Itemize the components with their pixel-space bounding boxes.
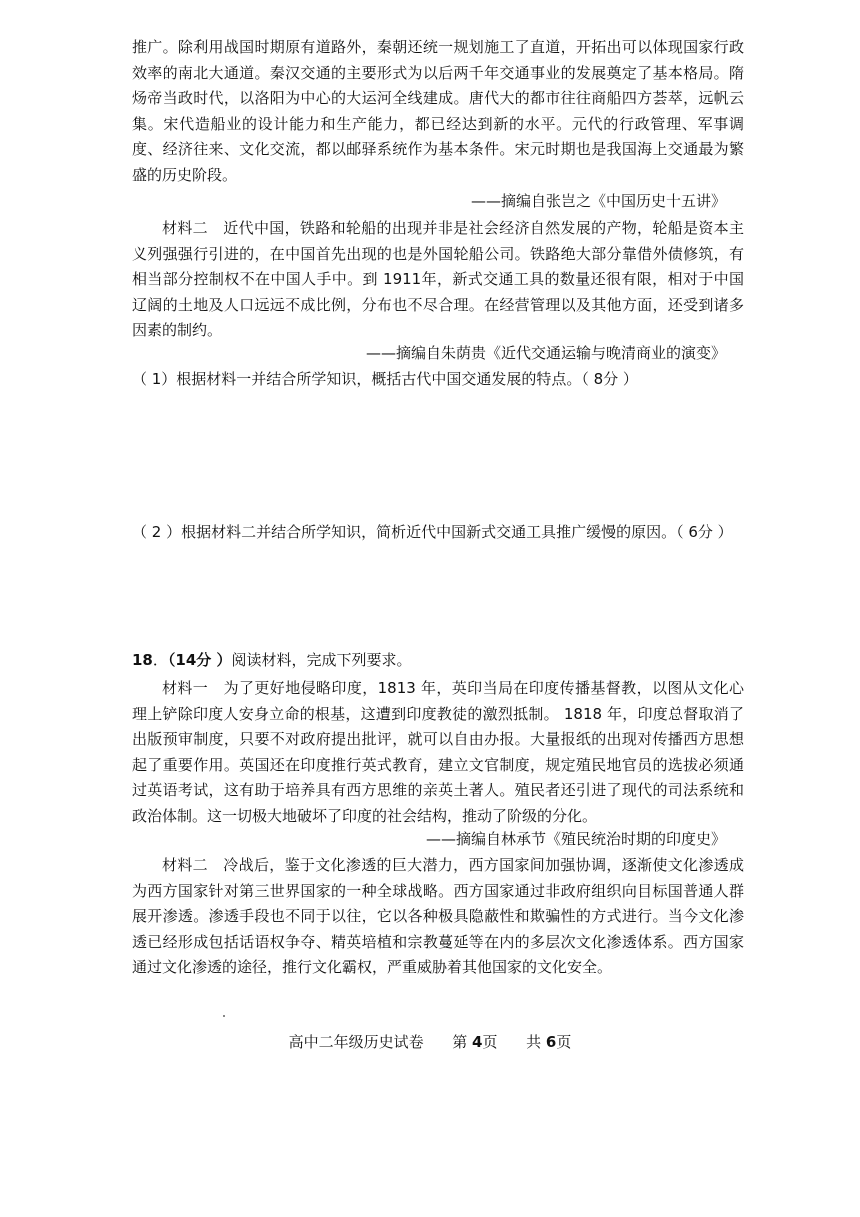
source-citation-3: ——摘编自林承节《殖民统治时期的印度史》 xyxy=(425,830,726,848)
stray-dot xyxy=(223,1015,225,1017)
q18-heading: 18．（14分 ）阅读材料，完成下列要求。 xyxy=(132,651,412,669)
source-citation-2: ——摘编自朱荫贵《近代交通运输与晚清商业的演变》 xyxy=(365,344,726,362)
source-citation-1: ——摘编自张岂之《中国历史十五讲》 xyxy=(470,192,726,210)
q18-material1: 材料一 为了更好地侵略印度，1813 年，英印当局在印度传播基督教，以图从文化心理上铲除印度人安身立命的根基，这遭到印度教徒的激烈抵制。 1818 年，印度总督取消了出版预审制度，只要不对政府提出批评，就可以自由办报。大量报纸的出现对传播西方思想起了重要作用。英国还在印度推行英式教育，建立文官制度，规定殖民地官员的选拔必须通过英语考试，这有助于培养具有西方思维的亲英土著人。殖民者还引进了现代的司法系统和政治体制。这一切极大地破坏了印度的社会结构，推动了阶级的分化。 xyxy=(132,679,744,825)
q17-subquestion-1: （ 1）根据材料一并结合所学知识，概括古代中国交通发展的特点。（ 8分 ） xyxy=(132,370,638,388)
q18-number: 18 xyxy=(132,651,153,669)
q18-score: （14分 ） xyxy=(167,651,232,669)
q17-material2: 材料二 近代中国，铁路和轮船的出现并非是社会经济自然发展的产物，轮船是资本主义列强强行引进的，在中国首先出现的也是外国轮船公司。铁路绝大部分靠借外债修筑，有相当部分控制权不在中国人手中。到 1911年，新式交通工具的数量还很有限，相对于中国辽阔的土地及人口远远不成比例，分布也不尽合理。在经营管理以及其他方面，还受到诸多因素的制约。 xyxy=(132,219,744,340)
page-footer xyxy=(0,1031,860,1053)
q18-instruction: 阅读材料，完成下列要求。 xyxy=(231,651,412,669)
material1-continuation: 推广。除利用战国时期原有道路外，秦朝还统一规划施工了直道，开拓出可以体现国家行政效率的南北大通道。秦汉交通的主要形式为以后两千年交通事业的发展奠定了基本格局。隋炀帝当政时代，以洛阳为中心的大运河全线建成。唐代大的都市往往商船四方荟萃，远帆云集。宋代造船业的设计能力和生产能力，都已经达到新的水平。元代的行政管理、军事调度、经济往来、文化交流，都以邮驿系统作为基本条件。宋元时期也是我国海上交通最为繁盛的历史阶段。 xyxy=(132,38,744,184)
footer-page: 第 4页 xyxy=(452,1033,498,1051)
footer-total: 共 6页 xyxy=(526,1033,572,1051)
q17-subquestion-2: （ 2 ）根据材料二并结合所学知识，简析近代中国新式交通工具推广缓慢的原因。（ 6分 ） xyxy=(132,523,733,541)
footer-title: 高中二年级历史试卷 xyxy=(288,1033,424,1051)
q18-material2: 材料二 冷战后，鉴于文化渗透的巨大潜力，西方国家间加强协调，逐渐使文化渗透成为西方国家针对第三世界国家的一种全球战略。西方国家通过非政府组织向目标国普通人群展开渗透。渗透手段也不同于以往，它以各种极具隐蔽性和欺骗性的方式进行。当今文化渗透已经形成包括话语权争夺、精英培植和宗教蔓延等在内的多层次文化渗透体系。西方国家通过文化渗透的途径，推行文化霸权，严重威胁着其他国家的文化安全。 xyxy=(132,856,744,977)
